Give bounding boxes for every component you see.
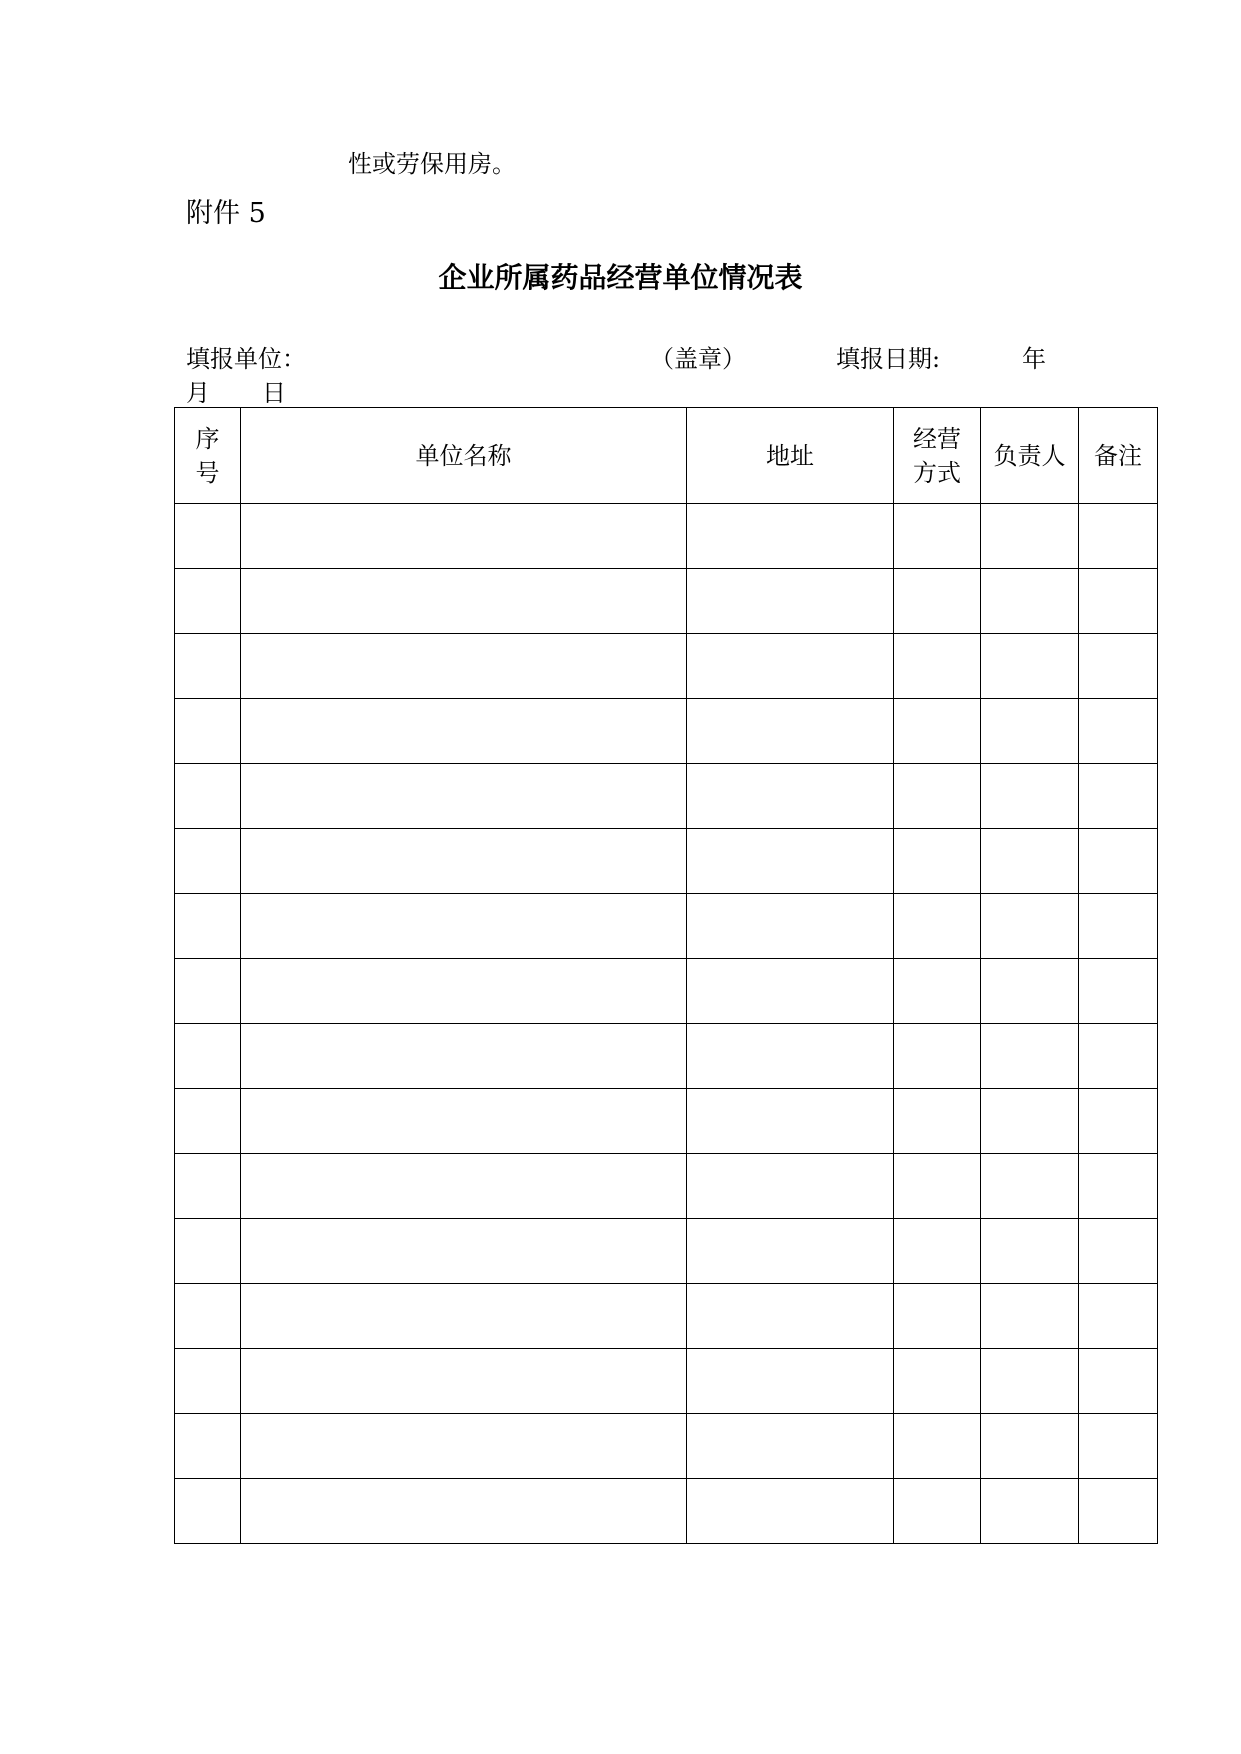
cell-unit-name[interactable] — [241, 569, 687, 634]
cell-person-in-charge[interactable] — [981, 1154, 1079, 1219]
cell-unit-name[interactable] — [241, 1414, 687, 1479]
cell-address[interactable] — [687, 569, 894, 634]
cell-person-in-charge[interactable] — [981, 1479, 1079, 1544]
cell-address[interactable] — [687, 1349, 894, 1414]
header-unit-name: 单位名称 — [241, 408, 687, 504]
cell-business-mode[interactable] — [894, 634, 981, 699]
cell-index[interactable] — [175, 1284, 241, 1349]
cell-remarks[interactable] — [1079, 1349, 1158, 1414]
cell-remarks[interactable] — [1079, 1479, 1158, 1544]
cell-person-in-charge[interactable] — [981, 634, 1079, 699]
cell-person-in-charge[interactable] — [981, 1284, 1079, 1349]
cell-index[interactable] — [175, 1219, 241, 1284]
cell-index[interactable] — [175, 959, 241, 1024]
cell-remarks[interactable] — [1079, 504, 1158, 569]
cell-remarks[interactable] — [1079, 634, 1158, 699]
cell-person-in-charge[interactable] — [981, 764, 1079, 829]
cell-remarks[interactable] — [1079, 959, 1158, 1024]
cell-remarks[interactable] — [1079, 699, 1158, 764]
cell-index[interactable] — [175, 1154, 241, 1219]
cell-business-mode[interactable] — [894, 1414, 981, 1479]
cell-person-in-charge[interactable] — [981, 959, 1079, 1024]
cell-unit-name[interactable] — [241, 1219, 687, 1284]
header-business-mode: 经营方式 — [894, 408, 981, 504]
cell-unit-name[interactable] — [241, 1479, 687, 1544]
cell-index[interactable] — [175, 504, 241, 569]
cell-person-in-charge[interactable] — [981, 1024, 1079, 1089]
cell-business-mode[interactable] — [894, 1284, 981, 1349]
cell-index[interactable] — [175, 1089, 241, 1154]
cell-remarks[interactable] — [1079, 894, 1158, 959]
cell-address[interactable] — [687, 1479, 894, 1544]
table-row — [175, 1089, 1158, 1154]
table-row — [175, 634, 1158, 699]
cell-business-mode[interactable] — [894, 1349, 981, 1414]
cell-address[interactable] — [687, 1414, 894, 1479]
table-row — [175, 1349, 1158, 1414]
cell-address[interactable] — [687, 829, 894, 894]
fill-unit-label: 填报单位： — [186, 345, 306, 373]
cell-address[interactable] — [687, 699, 894, 764]
cell-business-mode[interactable] — [894, 1219, 981, 1284]
header-person-in-charge: 负责人 — [981, 408, 1079, 504]
header-address: 地址 — [687, 408, 894, 504]
table-row — [175, 504, 1158, 569]
cell-business-mode[interactable] — [894, 1154, 981, 1219]
cell-address[interactable] — [687, 504, 894, 569]
month-label: 月 — [186, 379, 210, 407]
cell-business-mode[interactable] — [894, 504, 981, 569]
cell-address[interactable] — [687, 1089, 894, 1154]
cell-index[interactable] — [175, 1024, 241, 1089]
cell-index[interactable] — [175, 1479, 241, 1544]
cell-unit-name[interactable] — [241, 1154, 687, 1219]
cell-address[interactable] — [687, 764, 894, 829]
cell-remarks[interactable] — [1079, 1089, 1158, 1154]
table-row — [175, 1414, 1158, 1479]
cell-unit-name[interactable] — [241, 1024, 687, 1089]
header-remarks: 备注 — [1079, 408, 1158, 504]
cell-person-in-charge[interactable] — [981, 1349, 1079, 1414]
cell-business-mode[interactable] — [894, 1089, 981, 1154]
cell-business-mode[interactable] — [894, 764, 981, 829]
cell-remarks[interactable] — [1079, 1024, 1158, 1089]
cell-unit-name[interactable] — [241, 1349, 687, 1414]
cell-person-in-charge[interactable] — [981, 829, 1079, 894]
attachment-label: 附件 5 — [186, 198, 266, 229]
cell-remarks[interactable] — [1079, 1284, 1158, 1349]
cell-remarks[interactable] — [1079, 569, 1158, 634]
cell-unit-name[interactable] — [241, 1089, 687, 1154]
cell-business-mode[interactable] — [894, 959, 981, 1024]
cell-business-mode[interactable] — [894, 894, 981, 959]
cell-index[interactable] — [175, 1349, 241, 1414]
cell-address[interactable] — [687, 894, 894, 959]
cell-unit-name[interactable] — [241, 764, 687, 829]
cell-business-mode[interactable] — [894, 1024, 981, 1089]
cell-business-mode[interactable] — [894, 829, 981, 894]
day-label: 日 — [262, 379, 286, 407]
table-row — [175, 1154, 1158, 1219]
table-row — [175, 1219, 1158, 1284]
cell-address[interactable] — [687, 1219, 894, 1284]
cell-person-in-charge[interactable] — [981, 1219, 1079, 1284]
cell-address[interactable] — [687, 634, 894, 699]
cell-person-in-charge[interactable] — [981, 504, 1079, 569]
table-row — [175, 894, 1158, 959]
cell-index[interactable] — [175, 894, 241, 959]
unit-info-table — [174, 407, 1158, 1544]
cell-remarks[interactable] — [1079, 829, 1158, 894]
cell-person-in-charge[interactable] — [981, 1089, 1079, 1154]
table-row — [175, 959, 1158, 1024]
cell-index[interactable] — [175, 699, 241, 764]
table-row — [175, 699, 1158, 764]
cell-index[interactable] — [175, 764, 241, 829]
cell-unit-name[interactable] — [241, 634, 687, 699]
cell-unit-name[interactable] — [241, 959, 687, 1024]
cell-business-mode[interactable] — [894, 699, 981, 764]
cell-remarks[interactable] — [1079, 1154, 1158, 1219]
table-row — [175, 1479, 1158, 1544]
cell-person-in-charge[interactable] — [981, 569, 1079, 634]
cell-index[interactable] — [175, 829, 241, 894]
cell-business-mode[interactable] — [894, 1479, 981, 1544]
cell-index[interactable] — [175, 569, 241, 634]
document-title: 企业所属药品经营单位情况表 — [438, 261, 803, 294]
table-row — [175, 829, 1158, 894]
cell-address[interactable] — [687, 1154, 894, 1219]
table-row — [175, 569, 1158, 634]
cell-person-in-charge[interactable] — [981, 894, 1079, 959]
cell-remarks[interactable] — [1079, 1219, 1158, 1284]
cell-address[interactable] — [687, 959, 894, 1024]
cell-unit-name[interactable] — [241, 894, 687, 959]
cell-unit-name[interactable] — [241, 1284, 687, 1349]
cell-index[interactable] — [175, 634, 241, 699]
table-row — [175, 1284, 1158, 1349]
cell-business-mode[interactable] — [894, 569, 981, 634]
cell-person-in-charge[interactable] — [981, 699, 1079, 764]
year-label: 年 — [1022, 345, 1046, 373]
cell-remarks[interactable] — [1079, 1414, 1158, 1479]
header-index: 序号 — [175, 408, 241, 504]
cell-address[interactable] — [687, 1024, 894, 1089]
cell-unit-name[interactable] — [241, 829, 687, 894]
cell-unit-name[interactable] — [241, 699, 687, 764]
stamp-label: （盖章） — [650, 345, 746, 373]
continuation-text: 性或劳保用房。 — [348, 150, 516, 178]
cell-address[interactable] — [687, 1284, 894, 1349]
fill-date-label: 填报日期: — [836, 345, 941, 373]
table-row — [175, 1024, 1158, 1089]
cell-unit-name[interactable] — [241, 504, 687, 569]
table-header-row — [175, 408, 1158, 504]
cell-index[interactable] — [175, 1414, 241, 1479]
table-row — [175, 764, 1158, 829]
cell-remarks[interactable] — [1079, 764, 1158, 829]
cell-person-in-charge[interactable] — [981, 1414, 1079, 1479]
